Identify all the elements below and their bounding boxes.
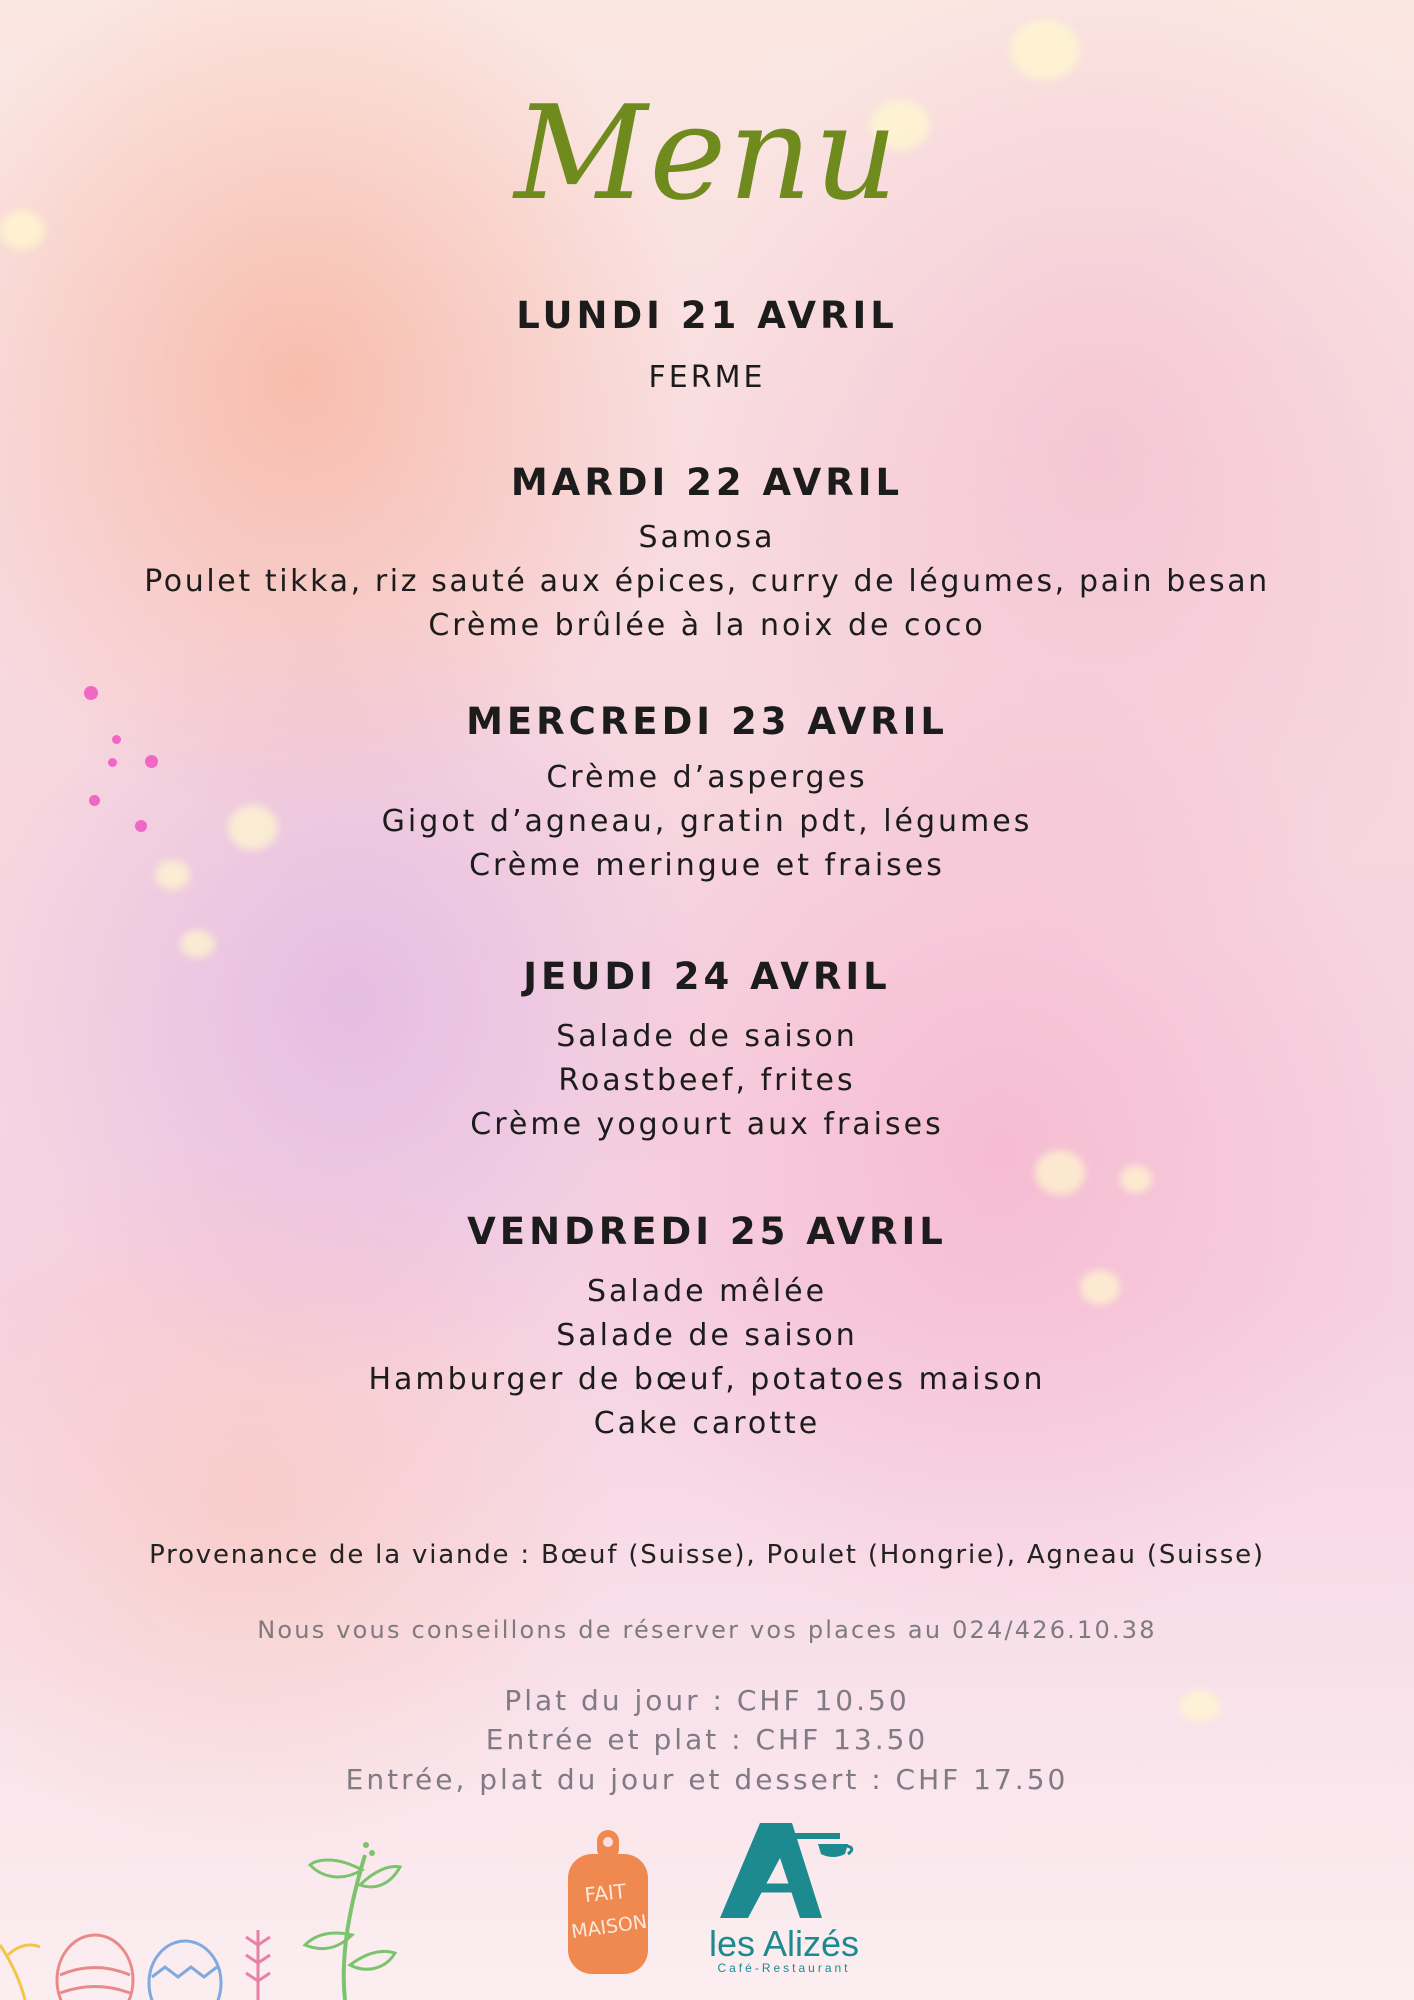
dish-line: Salade mêlée bbox=[586, 1274, 828, 1309]
dish-line: FERME bbox=[648, 360, 766, 395]
plant-illustration bbox=[290, 1835, 420, 2000]
dish-line: Gigot d’agneau, gratin pdt, légumes bbox=[381, 804, 1033, 839]
les-alizes-subtitle: Café-Restaurant bbox=[717, 1961, 851, 1975]
decorative-blob bbox=[1010, 20, 1080, 80]
dish-line: Poulet tikka, riz sauté aux épices, curry de légumes, pain besan bbox=[144, 564, 1270, 599]
day-heading-wednesday: MERCREDI 23 AVRIL bbox=[466, 700, 948, 743]
dish-line: Salade de saison bbox=[556, 1318, 858, 1353]
fait-maison-logo bbox=[566, 1828, 650, 1976]
day-heading-monday: LUNDI 21 AVRIL bbox=[516, 294, 898, 337]
meat-provenance: Provenance de la viande : Bœuf (Suisse), Poulet (Hongrie), Agneau (Suisse) bbox=[149, 1540, 1265, 1570]
price-line: Plat du jour : CHF 10.50 bbox=[504, 1684, 910, 1717]
price-line: Entrée, plat du jour et dessert : CHF 17.50 bbox=[345, 1763, 1069, 1796]
decorative-blob bbox=[180, 930, 215, 958]
day-heading-thursday: JEUDI 24 AVRIL bbox=[523, 955, 891, 998]
dish-line: Crème brûlée à la noix de coco bbox=[428, 608, 986, 643]
dish-line: Hamburger de bœuf, potatoes maison bbox=[368, 1362, 1046, 1397]
decorative-blob bbox=[1120, 1165, 1152, 1193]
dish-line: Crème d’asperges bbox=[546, 760, 868, 795]
menu-title: Menu bbox=[514, 77, 900, 229]
price-line: Entrée et plat : CHF 13.50 bbox=[485, 1723, 929, 1756]
dish-line: Salade de saison bbox=[556, 1019, 858, 1054]
dish-line: Samosa bbox=[638, 520, 776, 555]
easter-eggs-illustration bbox=[0, 1905, 230, 2000]
fait-maison-text-1: FAIT bbox=[583, 1878, 628, 1908]
dish-line: Crème yogourt aux fraises bbox=[470, 1107, 944, 1142]
decorative-blob bbox=[1035, 1150, 1085, 1195]
dish-line: Cake carotte bbox=[593, 1406, 821, 1441]
reservation-note: Nous vous conseillons de réserver vos places au 024/426.10.38 bbox=[257, 1616, 1157, 1644]
day-heading-friday: VENDREDI 25 AVRIL bbox=[467, 1210, 947, 1253]
sprig-illustration bbox=[238, 1925, 278, 2000]
dish-line: Roastbeef, frites bbox=[558, 1063, 856, 1098]
fait-maison-text-2: MAISON bbox=[569, 1910, 649, 1944]
confetti-dot bbox=[84, 686, 98, 700]
day-heading-tuesday: MARDI 22 AVRIL bbox=[510, 461, 904, 504]
les-alizes-name: les Alizés bbox=[708, 1923, 860, 1964]
dish-line: Crème meringue et fraises bbox=[469, 848, 945, 883]
